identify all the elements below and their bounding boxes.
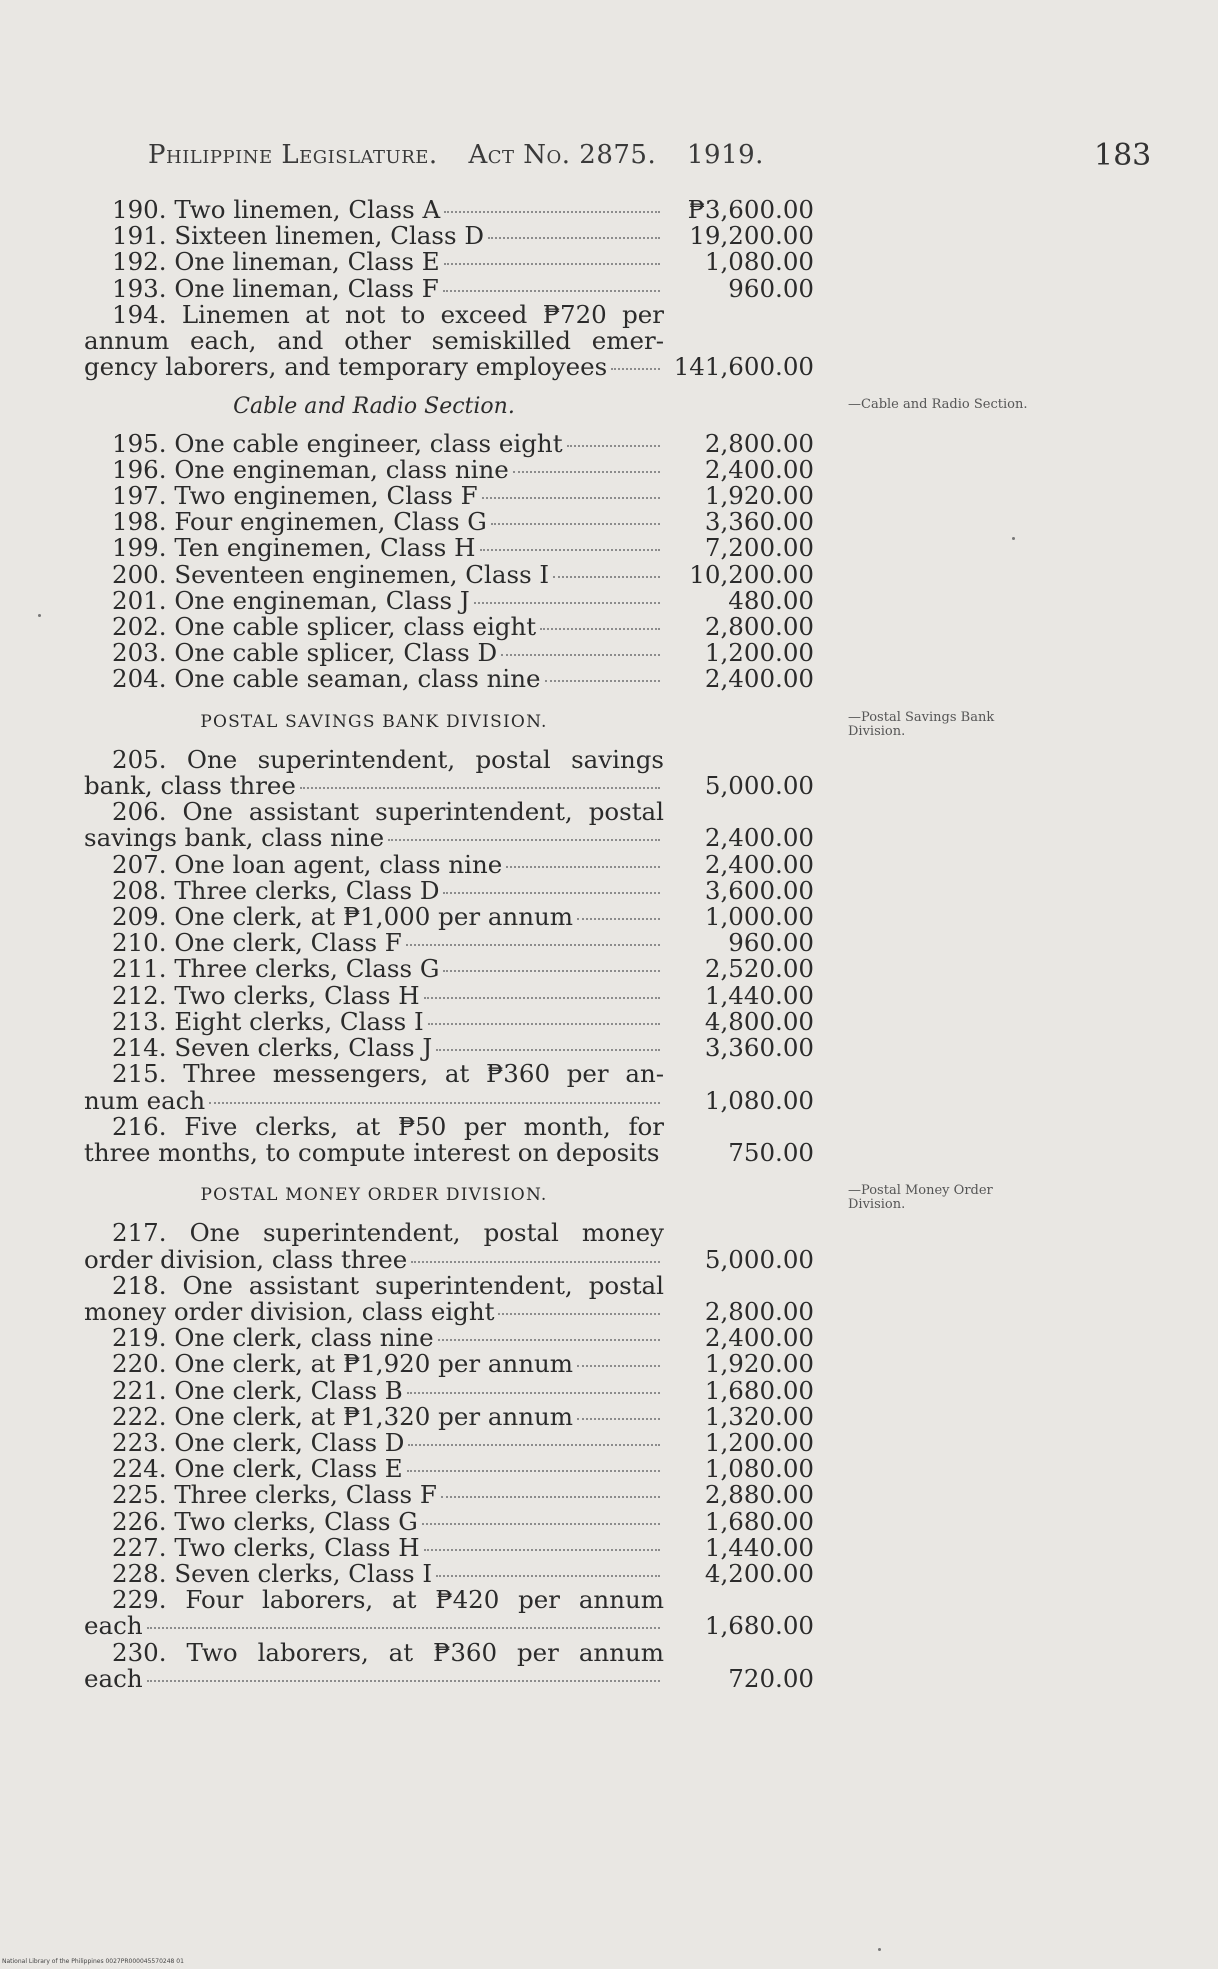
item-text: 198. Four enginemen, Class G — [112, 507, 487, 537]
list-item — [84, 1351, 864, 1377]
list-item — [84, 1482, 864, 1508]
list-item — [84, 249, 864, 275]
item-text-line: three months, to compute interest on deposits — [84, 1137, 660, 1167]
item-text: 214. Seven clerks, Class J — [112, 1033, 433, 1063]
section-heading-cable-radio: Cable and Radio Section. — [233, 394, 515, 420]
item-amount: 7,200.00 — [704, 533, 814, 563]
item-amount: 5,000.00 — [704, 1244, 814, 1274]
speck-mark — [878, 1948, 881, 1951]
item-amount: 2,800.00 — [704, 1296, 814, 1326]
item-text: 219. One clerk, class nine — [112, 1323, 434, 1353]
item-amount: 2,400.00 — [704, 1323, 814, 1353]
item-text: 203. One cable splicer, Class D — [112, 638, 498, 668]
item-amount: 141,600.00 — [673, 352, 814, 382]
list-item — [84, 1427, 864, 1457]
item-amount: 1,080.00 — [704, 1085, 814, 1115]
list-item — [84, 1532, 864, 1562]
list-item — [84, 535, 864, 561]
item-text-line: 230. Two laborers, at ₱360 per annum — [112, 1637, 664, 1667]
item-amount: 2,400.00 — [704, 454, 814, 484]
item-amount: ₱3,600.00 — [687, 195, 814, 224]
speck-mark — [38, 614, 41, 617]
item-text: 202. One cable splicer, class eight — [112, 612, 537, 642]
list-item — [84, 1325, 864, 1351]
item-text: 211. Three clerks, Class G — [112, 954, 440, 984]
item-text: 209. One clerk, at ₱1,000 per annum — [112, 902, 574, 932]
list-item-194 — [84, 299, 864, 382]
item-amount: 10,200.00 — [689, 559, 814, 589]
list-item-215 — [84, 1061, 864, 1113]
list-item — [84, 428, 864, 458]
list-item — [84, 483, 864, 509]
item-amount: 2,400.00 — [704, 849, 814, 879]
list-item — [84, 980, 864, 1010]
item-amount: 480.00 — [728, 585, 814, 615]
item-text-line: 217. One superintendent, postal money — [112, 1218, 664, 1248]
list-item — [84, 273, 864, 303]
item-text: 191. Sixteen linemen, Class D — [112, 221, 484, 251]
running-head — [148, 140, 786, 170]
list-item-217 — [84, 1220, 864, 1272]
item-text: 192. One lineman, Class E — [112, 247, 440, 277]
list-item — [84, 956, 864, 982]
item-text-line: 215. Three messengers, at ₱360 per an- — [112, 1059, 664, 1089]
item-amount: 1,000.00 — [704, 902, 814, 932]
item-text: 221. One clerk, Class B — [112, 1375, 403, 1405]
item-amount: 1,080.00 — [704, 1454, 814, 1484]
item-amount: 960.00 — [728, 928, 814, 958]
item-amount: 720.00 — [728, 1663, 814, 1693]
item-text: 196. One engineman, class nine — [112, 454, 509, 484]
section-heading-postal-savings: POSTAL SAVINGS BANK DIVISION. — [200, 711, 548, 732]
list-item — [84, 930, 864, 956]
speck-mark — [1012, 537, 1015, 540]
item-text: 190. Two linemen, Class A — [112, 195, 441, 224]
item-amount: 1,200.00 — [704, 638, 814, 668]
item-text-line: bank, class three — [84, 771, 296, 801]
item-text: 195. One cable engineer, class eight — [112, 428, 563, 458]
list-item — [84, 640, 864, 666]
list-item — [84, 614, 864, 640]
item-text-line: 218. One assistant superintendent, postal — [112, 1270, 664, 1300]
list-item-230 — [84, 1637, 864, 1693]
list-item — [84, 454, 864, 484]
item-text: 228. Seven clerks, Class I — [112, 1558, 433, 1588]
item-text: 224. One clerk, Class E — [112, 1454, 403, 1484]
postal-money-order-items — [84, 1325, 864, 1587]
item-text: 200. Seventeen enginemen, Class I — [112, 559, 550, 589]
list-item — [84, 559, 864, 589]
item-amount: 2,800.00 — [704, 612, 814, 642]
item-text-line: gency laborers, and temporary employees — [84, 352, 608, 382]
item-text: 207. One loan agent, class nine — [112, 849, 503, 879]
item-amount: 750.00 — [728, 1137, 814, 1167]
list-item — [84, 849, 864, 879]
item-amount: 1,920.00 — [704, 1349, 814, 1379]
list-item — [84, 585, 864, 615]
appropriation-list — [84, 197, 864, 1692]
item-amount: 1,680.00 — [704, 1375, 814, 1405]
list-item-229 — [84, 1587, 864, 1639]
list-item — [84, 1558, 864, 1588]
item-text: 193. One lineman, Class F — [112, 273, 439, 303]
list-item — [84, 1456, 864, 1482]
item-text-line: each — [84, 1611, 143, 1641]
item-amount: 1,440.00 — [704, 980, 814, 1010]
list-item — [84, 1401, 864, 1431]
item-text: 208. Three clerks, Class D — [112, 875, 440, 905]
margin-note-postal-savings: —Postal Savings Bank Division. — [848, 710, 995, 739]
item-amount: 960.00 — [728, 273, 814, 303]
item-amount: 2,520.00 — [704, 954, 814, 984]
list-item-218 — [84, 1270, 864, 1326]
item-text: 197. Two enginemen, Class F — [112, 481, 478, 511]
running-head-year: 1919. — [687, 140, 764, 170]
item-text-line: savings bank, class nine — [84, 823, 385, 853]
list-item-205 — [84, 744, 864, 801]
item-text: 222. One clerk, at ₱1,320 per annum — [112, 1401, 574, 1431]
item-text-line: num each — [84, 1085, 206, 1115]
item-text-line: 205. One superintendent, postal savings — [112, 744, 664, 774]
item-amount: 1,680.00 — [704, 1506, 814, 1536]
cable-radio-items — [84, 428, 864, 694]
postal-savings-items — [84, 849, 864, 1063]
item-text-line: money order division, class eight — [84, 1296, 495, 1326]
item-amount: 5,000.00 — [704, 771, 814, 801]
item-amount: 4,200.00 — [704, 1558, 814, 1588]
item-text: 223. One clerk, Class D — [112, 1427, 405, 1457]
item-text: 212. Two clerks, Class H — [112, 980, 420, 1010]
item-text: 201. One engineman, Class J — [112, 585, 470, 615]
item-amount: 1,680.00 — [704, 1611, 814, 1641]
item-text-line: annum each, and other semiskilled emer- — [84, 326, 664, 356]
item-amount: 3,360.00 — [704, 1033, 814, 1063]
item-text: 227. Two clerks, Class H — [112, 1532, 420, 1562]
item-text: 199. Ten enginemen, Class H — [112, 533, 476, 563]
item-text: 220. One clerk, at ₱1,920 per annum — [112, 1349, 574, 1379]
item-amount: 19,200.00 — [689, 221, 814, 251]
running-head-legislature: Philippine Legislature. — [148, 140, 438, 170]
list-item — [84, 1006, 864, 1036]
item-text-line: each — [84, 1663, 143, 1693]
item-amount: 1,200.00 — [704, 1427, 814, 1457]
item-text: 213. Eight clerks, Class I — [112, 1006, 424, 1036]
list-item — [84, 223, 864, 249]
list-item — [84, 1375, 864, 1405]
list-item — [84, 875, 864, 905]
item-amount: 1,080.00 — [704, 247, 814, 277]
item-text-line: 229. Four laborers, at ₱420 per annum — [112, 1585, 664, 1615]
list-item-206 — [84, 799, 864, 851]
item-amount: 2,800.00 — [704, 428, 814, 458]
item-amount: 3,360.00 — [704, 507, 814, 537]
item-text-line: 206. One assistant superintendent, postal — [112, 797, 664, 827]
item-amount: 1,320.00 — [704, 1401, 814, 1431]
section-heading-postal-money-order: POSTAL MONEY ORDER DIVISION. — [200, 1185, 548, 1206]
item-text-line: order division, class three — [84, 1244, 408, 1274]
item-text-line: 194. Linemen at not to exceed ₱720 per — [112, 299, 664, 329]
list-item — [84, 666, 864, 692]
scan-footer: National Library of the Philippines 0027PR000045570248 01 — [2, 1958, 184, 1965]
margin-note-postal-money-order: —Postal Money Order Division. — [848, 1183, 993, 1212]
item-text: 204. One cable seaman, class nine — [112, 664, 541, 694]
list-item — [84, 509, 864, 535]
list-item — [84, 1506, 864, 1536]
margin-note-cable-radio: —Cable and Radio Section. — [848, 397, 1028, 412]
item-text: 210. One clerk, Class F — [112, 928, 402, 958]
item-amount: 2,880.00 — [704, 1480, 814, 1510]
item-text-line: 216. Five clerks, at ₱50 per month, for — [112, 1111, 664, 1141]
item-amount: 2,400.00 — [704, 664, 814, 694]
item-amount: 1,440.00 — [704, 1532, 814, 1562]
running-head-act: Act No. 2875. — [468, 140, 657, 170]
item-amount: 1,920.00 — [704, 481, 814, 511]
item-amount: 3,600.00 — [704, 875, 814, 905]
list-item — [84, 904, 864, 930]
item-text: 226. Two clerks, Class G — [112, 1506, 418, 1536]
list-item-216 — [84, 1111, 864, 1167]
item-amount: 4,800.00 — [704, 1006, 814, 1036]
item-amount: 2,400.00 — [704, 823, 814, 853]
item-text: 225. Three clerks, Class F — [112, 1480, 437, 1510]
page-number: 183 — [1094, 138, 1152, 173]
list-item — [84, 1035, 864, 1061]
list-item — [84, 197, 864, 223]
